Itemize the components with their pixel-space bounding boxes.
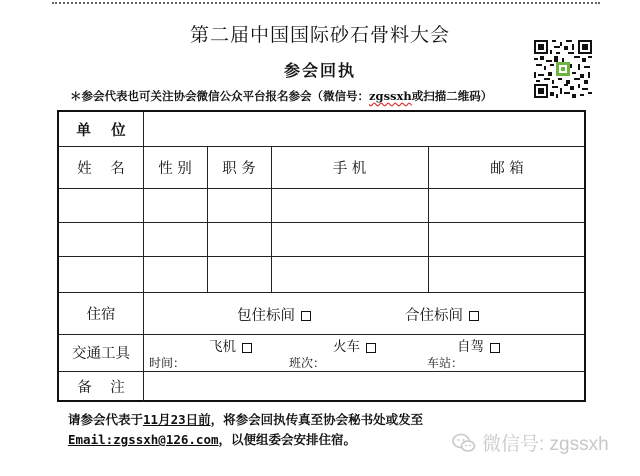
- plane-label: 飞机: [209, 339, 236, 355]
- lodging-standard-label: 包住标间: [237, 308, 295, 324]
- lodging-shared-option[interactable]: [405, 304, 479, 325]
- wechat-note-suffix: 或扫描二维码）: [411, 89, 493, 103]
- page-title: 第二届中国国际砂石骨料大会: [189, 24, 450, 46]
- attendee-name-field[interactable]: [60, 189, 142, 221]
- self-drive-checkbox[interactable]: [490, 343, 500, 353]
- registration-form: [57, 110, 586, 402]
- trip-number-label: 班次：: [289, 356, 326, 370]
- page-subtitle: 参会回执: [283, 61, 356, 80]
- email-column-header: 邮 箱: [490, 160, 524, 177]
- name-column-header: 姓 名: [77, 160, 125, 177]
- lodging-label: 住宿: [86, 306, 116, 323]
- position-column-header: 职 务: [222, 160, 256, 177]
- watermark-text: 微信号: zgssxh: [482, 434, 609, 455]
- remarks-label: 备 注: [77, 380, 125, 396]
- unit-label: 单 位: [76, 121, 126, 139]
- plane-checkbox[interactable]: [242, 343, 252, 353]
- footer-line2-suffix: ，以便组委会安排住宿。: [218, 432, 357, 447]
- unit-field[interactable]: [144, 113, 586, 145]
- plane-option[interactable]: [209, 335, 252, 355]
- train-checkbox[interactable]: [366, 343, 376, 353]
- self-drive-option[interactable]: [457, 335, 500, 355]
- lodging-standard-option[interactable]: [237, 304, 311, 325]
- wechat-icon: [452, 433, 476, 453]
- top-dotted-rule: [52, 2, 600, 4]
- time-label: 时间：: [149, 356, 186, 370]
- phone-column-header: 手 机: [332, 160, 367, 177]
- lodging-shared-checkbox[interactable]: [469, 311, 479, 321]
- footer-instruction-line2: [68, 430, 356, 448]
- wechat-note-prefix: ＊参会代表也可关注协会微信公众平台报名参会（微信号：: [70, 89, 369, 103]
- footer-line1-suffix: ，将参会回执传真至协会秘书处或发至: [210, 412, 424, 427]
- footer-deadline: 11月23日前: [143, 412, 211, 427]
- wechat-id: zgssxh: [369, 89, 412, 103]
- lodging-shared-label: 合住标间: [405, 308, 463, 324]
- self-drive-label: 自驾: [457, 339, 484, 355]
- footer-instruction-line1: [68, 410, 423, 428]
- footer-email-link[interactable]: Email:zgssxh@126.com: [68, 432, 219, 447]
- train-label: 火车: [333, 339, 360, 355]
- remarks-field[interactable]: [144, 372, 586, 402]
- station-label: 车站：: [427, 356, 464, 370]
- wechat-watermark: [452, 429, 609, 456]
- qr-code-icon: [534, 40, 592, 98]
- transport-label: 交通工具: [72, 346, 130, 362]
- train-option[interactable]: [333, 335, 376, 355]
- lodging-standard-checkbox[interactable]: [301, 311, 311, 321]
- gender-column-header: 性 别: [158, 160, 192, 177]
- footer-line1-prefix: 请参会代表于: [68, 412, 144, 427]
- attendee-name-field[interactable]: [60, 257, 142, 291]
- attendee-name-field[interactable]: [60, 223, 142, 255]
- wechat-note: [70, 88, 492, 104]
